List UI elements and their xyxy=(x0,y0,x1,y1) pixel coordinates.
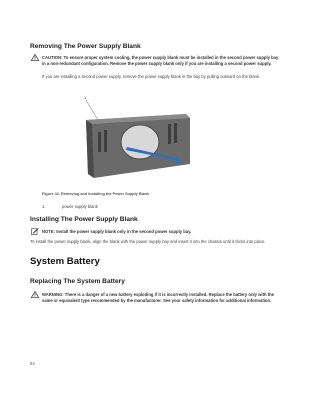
heading-removing-power-supply-blank: Removing The Power Supply Blank xyxy=(30,43,141,50)
caution-icon xyxy=(31,54,39,61)
list-item-label: power supply blank xyxy=(62,204,98,209)
note-text-content: NOTE: Install the power supply blank only in the second power supply bay. xyxy=(42,229,192,234)
section1-body: If you are installing a second power supply, remove the power supply blank in the bay by pulling outward on the blank. xyxy=(42,74,261,79)
callout-leader-line xyxy=(86,100,98,120)
blank-slot xyxy=(98,132,101,152)
figure-callout-label: 1 xyxy=(84,95,87,100)
section2-body: To install the power supply blank, align the blank with the power supply bay and insert it into the chassis until it clicks into place. xyxy=(30,239,266,244)
blank-slot xyxy=(174,123,177,143)
note-text xyxy=(42,229,282,235)
heading-system-battery: System Battery xyxy=(30,256,100,267)
list-item-number: 1. xyxy=(42,204,46,209)
warning-icon xyxy=(31,291,39,298)
figure-caption: Figure 42. Removing and Installing the Power Supply Blank xyxy=(42,192,150,196)
heading-replacing-system-battery: Replacing The System Battery xyxy=(30,278,125,285)
caution-text: CAUTION: To ensure proper system cooling, the power supply blank must be installed in the second power supply bay in a non-redundant configuration. Remove the power supply blank only if you are installing a second power supply. xyxy=(42,55,279,66)
warning-text: WARNING: There is a danger of a new battery exploding if it is incorrectly installed. Replace the battery only with the same or equivalent type recommended by the manufacturer. See your safety information for additional information. xyxy=(42,292,274,303)
heading-installing-power-supply-blank: Installing The Power Supply Blank xyxy=(30,216,138,223)
page-number: 84 xyxy=(30,361,35,366)
blank-slot xyxy=(104,130,107,152)
power-supply-blank-figure xyxy=(78,94,196,186)
note-icon xyxy=(31,228,39,235)
blank-slot xyxy=(168,124,171,144)
